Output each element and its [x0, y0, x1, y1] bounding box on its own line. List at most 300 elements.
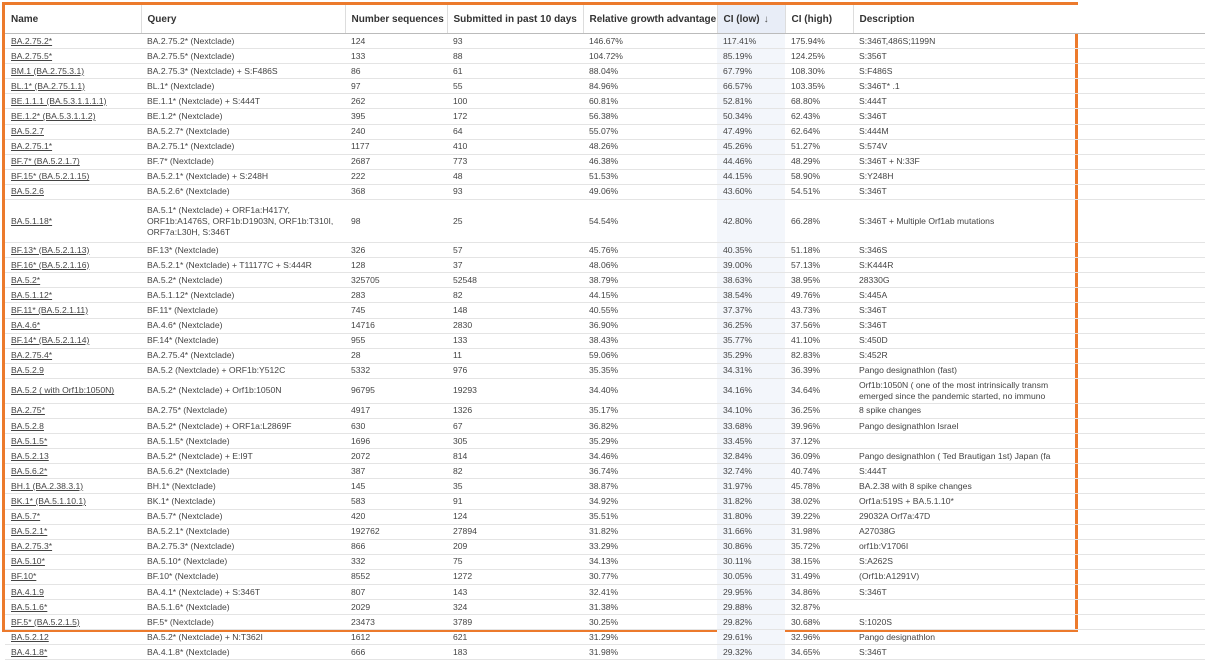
table-row	[5, 494, 1205, 509]
ci-high-cell: 37.12%	[785, 434, 853, 449]
query-cell: BA.5.2.7* (Nextclade)	[141, 124, 345, 139]
description-cell	[853, 434, 1205, 449]
number-sequences-cell: 395	[345, 109, 447, 124]
column-header-submitted-past-10-days[interactable]: Submitted in past 10 days	[447, 5, 583, 34]
table-row	[5, 64, 1205, 79]
ci-high-cell: 103.35%	[785, 79, 853, 94]
description-cell: S:445A	[853, 288, 1205, 303]
submitted-past-10-days-cell: 124	[447, 509, 583, 524]
table-row	[5, 200, 1205, 243]
description-cell: S:356T	[853, 49, 1205, 64]
ci-low-cell: 38.63%	[717, 273, 785, 288]
ci-low-cell: 42.80%	[717, 200, 785, 243]
query-cell: BK.1* (Nextclade)	[141, 494, 345, 509]
number-sequences-cell: 666	[345, 645, 447, 660]
ci-low-cell: 33.45%	[717, 434, 785, 449]
description-cell: Pango designathlon Israel	[853, 418, 1205, 433]
table-row	[5, 464, 1205, 479]
table-row	[5, 363, 1205, 378]
table-row	[5, 139, 1205, 154]
table-row	[5, 554, 1205, 569]
relative-growth-advantage-cell: 31.98%	[583, 645, 717, 660]
relative-growth-advantage-cell: 59.06%	[583, 348, 717, 363]
ci-high-cell: 57.13%	[785, 258, 853, 273]
ci-high-cell: 175.94%	[785, 34, 853, 49]
variant-name-link[interactable]: BA.5.6.2*	[5, 464, 141, 479]
variant-name-link[interactable]: BF.16* (BA.5.2.1.16)	[5, 258, 141, 273]
submitted-past-10-days-cell: 100	[447, 94, 583, 109]
column-header-query[interactable]: Query	[141, 5, 345, 34]
query-cell: BA.5.2.1* (Nextclade)	[141, 524, 345, 539]
ci-high-cell: 49.76%	[785, 288, 853, 303]
description-cell: S:1020S	[853, 615, 1205, 630]
submitted-past-10-days-cell: 133	[447, 333, 583, 348]
ci-low-cell: 32.84%	[717, 449, 785, 464]
ci-high-cell: 36.09%	[785, 449, 853, 464]
relative-growth-advantage-cell: 48.26%	[583, 139, 717, 154]
query-cell: BA.2.75.2* (Nextclade)	[141, 34, 345, 49]
ci-high-cell: 31.98%	[785, 524, 853, 539]
ci-high-cell: 62.64%	[785, 124, 853, 139]
table-row	[5, 378, 1205, 403]
ci-low-cell: 40.35%	[717, 243, 785, 258]
ci-low-cell: 29.88%	[717, 600, 785, 615]
query-cell: BA.2.75.3* (Nextclade)	[141, 539, 345, 554]
number-sequences-cell: 2029	[345, 600, 447, 615]
number-sequences-cell: 745	[345, 303, 447, 318]
relative-growth-advantage-cell: 35.51%	[583, 509, 717, 524]
number-sequences-cell: 145	[345, 479, 447, 494]
description-cell: Pango designathlon ( Ted Brautigan 1st) Japan (fa	[853, 449, 1205, 464]
description-cell: S:574V	[853, 139, 1205, 154]
number-sequences-cell: 583	[345, 494, 447, 509]
description-cell: S:Y248H	[853, 169, 1205, 184]
submitted-past-10-days-cell: 48	[447, 169, 583, 184]
table-row	[5, 449, 1205, 464]
variant-name-link[interactable]: BF.13* (BA.5.2.1.13)	[5, 243, 141, 258]
relative-growth-advantage-cell: 51.53%	[583, 169, 717, 184]
query-cell: BH.1* (Nextclade)	[141, 479, 345, 494]
variants-table-panel	[2, 2, 1078, 657]
column-header-relative-growth-advantage[interactable]: Relative growth advantage	[583, 5, 717, 34]
query-cell: BF.5* (Nextclade)	[141, 615, 345, 630]
description-line: emerged since the pandemic started, no immuno	[859, 390, 1046, 401]
number-sequences-cell: 222	[345, 169, 447, 184]
table-row	[5, 94, 1205, 109]
description-cell: S:346T + Multiple Orf1ab mutations	[853, 200, 1205, 243]
description-cell: S:444T	[853, 464, 1205, 479]
table-row	[5, 34, 1205, 49]
number-sequences-cell: 368	[345, 184, 447, 199]
number-sequences-cell: 192762	[345, 524, 447, 539]
description-cell: BA.2.38 with 8 spike changes	[853, 479, 1205, 494]
table-row	[5, 569, 1205, 584]
query-cell: BF.10* (Nextclade)	[141, 569, 345, 584]
ci-high-cell: 36.25%	[785, 403, 853, 418]
ci-high-cell: 108.30%	[785, 64, 853, 79]
variant-name-link[interactable]: BA.5.7*	[5, 509, 141, 524]
description-cell: S:A262S	[853, 554, 1205, 569]
variant-name-link[interactable]: BF.14* (BA.5.2.1.14)	[5, 333, 141, 348]
ci-low-cell: 44.15%	[717, 169, 785, 184]
relative-growth-advantage-cell: 35.29%	[583, 434, 717, 449]
number-sequences-cell: 2687	[345, 154, 447, 169]
number-sequences-cell: 97	[345, 79, 447, 94]
variant-name-link[interactable]: BF.5* (BA.5.2.1.5)	[5, 615, 141, 630]
variant-name-link[interactable]: BA.2.75.5*	[5, 49, 141, 64]
number-sequences-cell: 326	[345, 243, 447, 258]
number-sequences-cell: 28	[345, 348, 447, 363]
table-row	[5, 184, 1205, 199]
table-row	[5, 630, 1205, 645]
ci-high-cell: 54.51%	[785, 184, 853, 199]
number-sequences-cell: 23473	[345, 615, 447, 630]
ci-low-cell: 33.68%	[717, 418, 785, 433]
number-sequences-cell: 387	[345, 464, 447, 479]
table-row	[5, 645, 1205, 660]
number-sequences-cell: 14716	[345, 318, 447, 333]
submitted-past-10-days-cell: 52548	[447, 273, 583, 288]
variant-name-link[interactable]: BL.1* (BA.2.75.1.1)	[5, 79, 141, 94]
query-cell: BA.2.75.3* (Nextclade) + S:F486S	[141, 64, 345, 79]
ci-low-cell: 35.29%	[717, 348, 785, 363]
table-row	[5, 539, 1205, 554]
ci-high-cell: 58.90%	[785, 169, 853, 184]
relative-growth-advantage-cell: 36.82%	[583, 418, 717, 433]
relative-growth-advantage-cell: 146.67%	[583, 34, 717, 49]
variant-name-link[interactable]: BA.5.1.18*	[5, 200, 141, 243]
relative-growth-advantage-cell: 60.81%	[583, 94, 717, 109]
relative-growth-advantage-cell: 31.82%	[583, 524, 717, 539]
ci-low-cell: 35.77%	[717, 333, 785, 348]
ci-high-cell: 39.96%	[785, 418, 853, 433]
relative-growth-advantage-cell: 44.15%	[583, 288, 717, 303]
table-body	[5, 34, 1205, 660]
relative-growth-advantage-cell: 33.29%	[583, 539, 717, 554]
ci-high-cell: 38.95%	[785, 273, 853, 288]
submitted-past-10-days-cell: 143	[447, 585, 583, 600]
variant-name-link[interactable]: BM.1 (BA.2.75.3.1)	[5, 64, 141, 79]
query-cell: BL.1* (Nextclade)	[141, 79, 345, 94]
submitted-past-10-days-cell: 209	[447, 539, 583, 554]
description-cell: S:K444R	[853, 258, 1205, 273]
number-sequences-cell: 4917	[345, 403, 447, 418]
ci-low-cell: 39.00%	[717, 258, 785, 273]
relative-growth-advantage-cell: 56.38%	[583, 109, 717, 124]
ci-low-cell: 67.79%	[717, 64, 785, 79]
ci-low-cell: 34.10%	[717, 403, 785, 418]
table-row	[5, 524, 1205, 539]
variant-name-link[interactable]: BE.1.1.1 (BA.5.3.1.1.1.1)	[5, 94, 141, 109]
number-sequences-cell: 1177	[345, 139, 447, 154]
query-cell: BA.2.75.1* (Nextclade)	[141, 139, 345, 154]
number-sequences-cell: 325705	[345, 273, 447, 288]
ci-low-cell: 29.32%	[717, 645, 785, 660]
submitted-past-10-days-cell: 621	[447, 630, 583, 645]
ci-high-cell: 68.80%	[785, 94, 853, 109]
variant-name-link[interactable]: BA.2.75.1*	[5, 139, 141, 154]
description-cell: S:444T	[853, 94, 1205, 109]
ci-low-cell: 85.19%	[717, 49, 785, 64]
query-cell: BA.5.7* (Nextclade)	[141, 509, 345, 524]
variant-name-link[interactable]: BA.5.2*	[5, 273, 141, 288]
description-cell: 28330G	[853, 273, 1205, 288]
ci-high-cell: 41.10%	[785, 333, 853, 348]
ci-low-cell: 30.05%	[717, 569, 785, 584]
description-line: Orf1b:1050N ( one of the most intrinsically transm	[859, 379, 1049, 390]
relative-growth-advantage-cell: 30.77%	[583, 569, 717, 584]
number-sequences-cell: 2072	[345, 449, 447, 464]
relative-growth-advantage-cell: 35.35%	[583, 363, 717, 378]
ci-high-cell: 30.68%	[785, 615, 853, 630]
variant-name-link[interactable]: BA.2.75.3*	[5, 539, 141, 554]
ci-high-cell: 51.27%	[785, 139, 853, 154]
submitted-past-10-days-cell: 976	[447, 363, 583, 378]
submitted-past-10-days-cell: 35	[447, 479, 583, 494]
description-cell	[853, 600, 1205, 615]
submitted-past-10-days-cell: 324	[447, 600, 583, 615]
description-cell: 29032A Orf7a:47D	[853, 509, 1205, 524]
query-cell: BA.5.2* (Nextclade) + N:T362I	[141, 630, 345, 645]
relative-growth-advantage-cell: 31.38%	[583, 600, 717, 615]
submitted-past-10-days-cell: 93	[447, 184, 583, 199]
ci-high-cell: 38.15%	[785, 554, 853, 569]
variant-name-link[interactable]: BA.5.2.13	[5, 449, 141, 464]
relative-growth-advantage-cell: 49.06%	[583, 184, 717, 199]
query-cell: BA.5.2.1* (Nextclade) + T11177C + S:444R	[141, 258, 345, 273]
number-sequences-cell: 133	[345, 49, 447, 64]
variant-name-link[interactable]: BA.5.2.6	[5, 184, 141, 199]
column-header-number-sequences[interactable]: Number sequences	[345, 5, 447, 34]
table-row	[5, 154, 1205, 169]
ci-low-cell: 31.97%	[717, 479, 785, 494]
variant-name-link[interactable]: BA.2.75*	[5, 403, 141, 418]
query-cell: BA.5.2* (Nextclade) + ORF1a:L2869F	[141, 418, 345, 433]
ci-high-cell: 32.96%	[785, 630, 853, 645]
submitted-past-10-days-cell: 172	[447, 109, 583, 124]
header-row	[5, 5, 1205, 34]
ci-high-cell: 35.72%	[785, 539, 853, 554]
number-sequences-cell: 1612	[345, 630, 447, 645]
variant-name-link[interactable]: BK.1* (BA.5.1.10.1)	[5, 494, 141, 509]
variants-table	[5, 5, 1205, 660]
ci-high-cell: 37.56%	[785, 318, 853, 333]
submitted-past-10-days-cell: 11	[447, 348, 583, 363]
ci-high-cell: 40.74%	[785, 464, 853, 479]
ci-low-cell: 117.41%	[717, 34, 785, 49]
relative-growth-advantage-cell: 32.41%	[583, 585, 717, 600]
description-cell: S:346T	[853, 645, 1205, 660]
variant-name-link[interactable]: BA.5.2.1*	[5, 524, 141, 539]
submitted-past-10-days-cell: 2830	[447, 318, 583, 333]
submitted-past-10-days-cell: 814	[447, 449, 583, 464]
relative-growth-advantage-cell: 48.06%	[583, 258, 717, 273]
ci-high-cell: 34.64%	[785, 378, 853, 403]
ci-low-cell: 34.16%	[717, 378, 785, 403]
ci-high-cell: 32.87%	[785, 600, 853, 615]
variant-name-link[interactable]: BA.5.1.6*	[5, 600, 141, 615]
ci-high-cell: 38.02%	[785, 494, 853, 509]
variant-name-link[interactable]: BA.4.1.8*	[5, 645, 141, 660]
ci-high-cell: 124.25%	[785, 49, 853, 64]
description-cell: S:346T + N:33F	[853, 154, 1205, 169]
number-sequences-cell: 332	[345, 554, 447, 569]
number-sequences-cell: 8552	[345, 569, 447, 584]
description-cell: S:444M	[853, 124, 1205, 139]
relative-growth-advantage-cell: 45.76%	[583, 243, 717, 258]
relative-growth-advantage-cell: 88.04%	[583, 64, 717, 79]
ci-low-cell: 47.49%	[717, 124, 785, 139]
submitted-past-10-days-cell: 25	[447, 200, 583, 243]
ci-low-cell: 29.95%	[717, 585, 785, 600]
ci-high-cell: 82.83%	[785, 348, 853, 363]
relative-growth-advantage-cell: 34.92%	[583, 494, 717, 509]
query-cell: BF.11* (Nextclade)	[141, 303, 345, 318]
table-row	[5, 348, 1205, 363]
variant-name-link[interactable]: BA.2.75.2*	[5, 34, 141, 49]
table-row	[5, 243, 1205, 258]
ci-low-cell: 31.80%	[717, 509, 785, 524]
variant-name-link[interactable]: BA.5.2.7	[5, 124, 141, 139]
ci-high-cell: 43.73%	[785, 303, 853, 318]
number-sequences-cell: 807	[345, 585, 447, 600]
ci-low-cell: 52.81%	[717, 94, 785, 109]
column-header-ci-low[interactable]: CI (low) ↓	[717, 5, 785, 34]
table-row	[5, 49, 1205, 64]
submitted-past-10-days-cell: 64	[447, 124, 583, 139]
relative-growth-advantage-cell: 34.13%	[583, 554, 717, 569]
description-cell: Pango designathlon	[853, 630, 1205, 645]
relative-growth-advantage-cell: 40.55%	[583, 303, 717, 318]
description-cell: S:346S	[853, 243, 1205, 258]
query-cell: BA.5.2* (Nextclade) + Orf1b:1050N	[141, 378, 345, 403]
submitted-past-10-days-cell: 37	[447, 258, 583, 273]
description-cell: S:346T	[853, 303, 1205, 318]
description-cell: S:346T	[853, 184, 1205, 199]
variant-name-link[interactable]: BA.5.2.9	[5, 363, 141, 378]
query-cell: BE.1.2* (Nextclade)	[141, 109, 345, 124]
ci-high-cell: 34.65%	[785, 645, 853, 660]
query-cell: BA.5.2* (Nextclade)	[141, 273, 345, 288]
variant-name-link[interactable]: BA.5.2.8	[5, 418, 141, 433]
ci-high-cell: 66.28%	[785, 200, 853, 243]
ci-high-cell: 31.49%	[785, 569, 853, 584]
relative-growth-advantage-cell: 35.17%	[583, 403, 717, 418]
variant-name-link[interactable]: BA.5.2.12	[5, 630, 141, 645]
submitted-past-10-days-cell: 1272	[447, 569, 583, 584]
column-header-name[interactable]: Name	[5, 5, 141, 34]
relative-growth-advantage-cell: 46.38%	[583, 154, 717, 169]
ci-low-cell: 30.86%	[717, 539, 785, 554]
query-cell: BA.5.2.6* (Nextclade)	[141, 184, 345, 199]
table-row	[5, 479, 1205, 494]
description-cell: S:346T,486S;1199N	[853, 34, 1205, 49]
relative-growth-advantage-cell: 55.07%	[583, 124, 717, 139]
description-cell: 8 spike changes	[853, 403, 1205, 418]
table-row	[5, 79, 1205, 94]
description-cell: S:452R	[853, 348, 1205, 363]
variant-name-link[interactable]: BF.7* (BA.5.2.1.7)	[5, 154, 141, 169]
query-cell: BA.5.2.1* (Nextclade) + S:248H	[141, 169, 345, 184]
variant-name-link[interactable]: BA.5.1.5*	[5, 434, 141, 449]
ci-high-cell: 48.29%	[785, 154, 853, 169]
ci-high-cell: 62.43%	[785, 109, 853, 124]
variant-name-link[interactable]: BF.10*	[5, 569, 141, 584]
number-sequences-cell: 955	[345, 333, 447, 348]
submitted-past-10-days-cell: 27894	[447, 524, 583, 539]
query-cell: BA.2.75* (Nextclade)	[141, 403, 345, 418]
relative-growth-advantage-cell: 34.46%	[583, 449, 717, 464]
query-cell: BA.2.75.5* (Nextclade)	[141, 49, 345, 64]
ci-high-cell: 34.86%	[785, 585, 853, 600]
ci-low-cell: 66.57%	[717, 79, 785, 94]
table-row	[5, 600, 1205, 615]
number-sequences-cell: 283	[345, 288, 447, 303]
description-cell: (Orf1b:A1291V)	[853, 569, 1205, 584]
ci-low-cell: 43.60%	[717, 184, 785, 199]
submitted-past-10-days-cell: 183	[447, 645, 583, 660]
submitted-past-10-days-cell: 19293	[447, 378, 583, 403]
query-cell: BA.4.6* (Nextclade)	[141, 318, 345, 333]
variant-name-link[interactable]: BF.15* (BA.5.2.1.15)	[5, 169, 141, 184]
table-row	[5, 273, 1205, 288]
description-cell: S:F486S	[853, 64, 1205, 79]
variant-name-link[interactable]: BE.1.2* (BA.5.3.1.1.2)	[5, 109, 141, 124]
variant-name-link[interactable]: BA.4.1.9	[5, 585, 141, 600]
table-row	[5, 333, 1205, 348]
sort-descending-icon: ↓	[763, 13, 769, 25]
variant-name-link[interactable]: BA.5.2 ( with Orf1b:1050N)	[5, 378, 141, 403]
relative-growth-advantage-cell: 104.72%	[583, 49, 717, 64]
table-row	[5, 109, 1205, 124]
table-row	[5, 169, 1205, 184]
submitted-past-10-days-cell: 88	[447, 49, 583, 64]
description-cell: S:346T	[853, 109, 1205, 124]
ci-low-cell: 31.66%	[717, 524, 785, 539]
variant-name-link[interactable]: BA.2.75.4*	[5, 348, 141, 363]
column-header-description[interactable]: Description	[853, 5, 1205, 34]
variant-name-link[interactable]: BH.1 (BA.2.38.3.1)	[5, 479, 141, 494]
submitted-past-10-days-cell: 67	[447, 418, 583, 433]
query-cell: BF.14* (Nextclade)	[141, 333, 345, 348]
table-row	[5, 303, 1205, 318]
query-cell: BA.5.10* (Nextclade)	[141, 554, 345, 569]
ci-low-cell: 36.25%	[717, 318, 785, 333]
ci-low-cell: 44.46%	[717, 154, 785, 169]
relative-growth-advantage-cell: 54.54%	[583, 200, 717, 243]
table-row	[5, 615, 1205, 630]
column-header-ci-high[interactable]: CI (high)	[785, 5, 853, 34]
variant-name-link[interactable]: BF.11* (BA.5.2.1.11)	[5, 303, 141, 318]
number-sequences-cell: 98	[345, 200, 447, 243]
submitted-past-10-days-cell: 82	[447, 288, 583, 303]
submitted-past-10-days-cell: 82	[447, 464, 583, 479]
query-cell: BF.13* (Nextclade)	[141, 243, 345, 258]
query-cell: BA.5.6.2* (Nextclade)	[141, 464, 345, 479]
number-sequences-cell: 866	[345, 539, 447, 554]
relative-growth-advantage-cell: 36.90%	[583, 318, 717, 333]
query-cell: BA.5.2 (Nextclade) + ORF1b:Y512C	[141, 363, 345, 378]
submitted-past-10-days-cell: 91	[447, 494, 583, 509]
ci-low-cell: 29.61%	[717, 630, 785, 645]
ci-low-cell: 50.34%	[717, 109, 785, 124]
variant-name-link[interactable]: BA.5.10*	[5, 554, 141, 569]
query-cell: BA.4.1.8* (Nextclade)	[141, 645, 345, 660]
variant-name-link[interactable]: BA.5.1.12*	[5, 288, 141, 303]
table-row	[5, 585, 1205, 600]
variant-name-link[interactable]: BA.4.6*	[5, 318, 141, 333]
relative-growth-advantage-cell: 38.79%	[583, 273, 717, 288]
